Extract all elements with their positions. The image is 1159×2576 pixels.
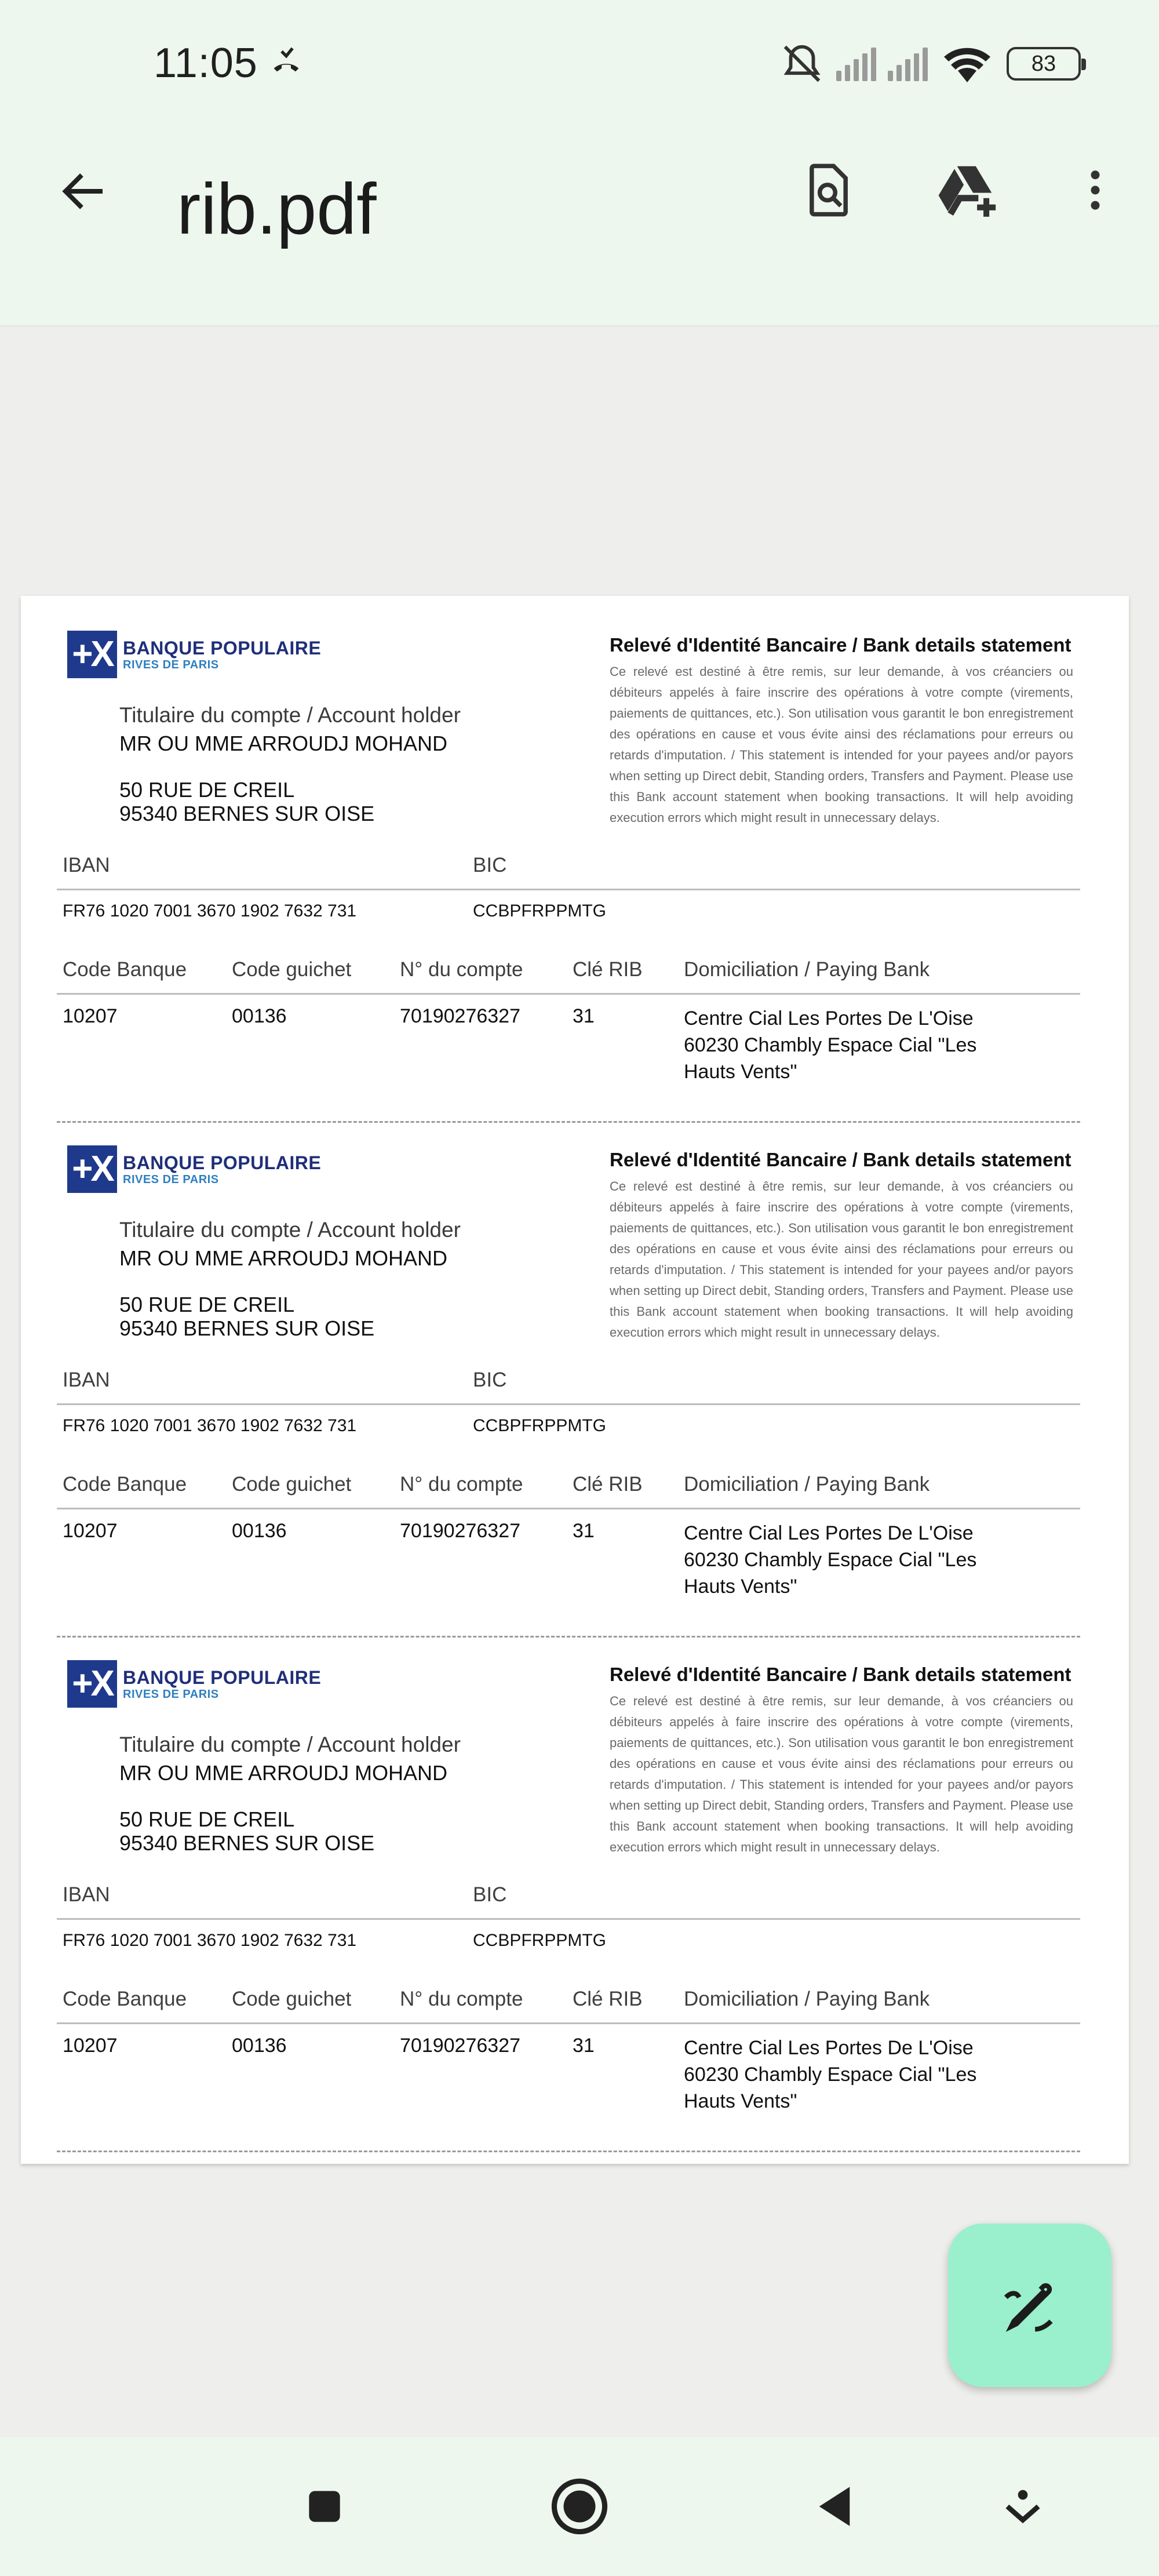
more-vert-icon bbox=[1069, 164, 1121, 216]
holder-label: Titulaire du compte / Account holder bbox=[119, 1218, 461, 1242]
divider bbox=[57, 1508, 1080, 1509]
col-code-banque: Code Banque bbox=[63, 1473, 187, 1496]
document-search-icon bbox=[800, 161, 858, 219]
rib-block bbox=[21, 1625, 1129, 2140]
divider bbox=[57, 1403, 1080, 1405]
drive-add-icon bbox=[936, 158, 1000, 222]
divider bbox=[57, 2022, 1080, 2024]
numero-compte-value: 70190276327 bbox=[400, 1005, 521, 1027]
bic-value: CCBPFRPPMTG bbox=[473, 1416, 607, 1435]
col-cle-rib: Clé RIB bbox=[573, 958, 643, 981]
address-line-2: 95340 BERNES SUR OISE bbox=[119, 1316, 375, 1340]
holder-name: MR OU MME ARROUDJ MOHAND bbox=[119, 1761, 447, 1785]
back-button[interactable] bbox=[52, 159, 116, 223]
col-cle-rib: Clé RIB bbox=[573, 1473, 643, 1496]
status-time: 11:05 bbox=[154, 40, 258, 86]
col-code-guichet: Code guichet bbox=[232, 958, 352, 981]
col-code-banque: Code Banque bbox=[63, 958, 187, 981]
holder-label: Titulaire du compte / Account holder bbox=[119, 1733, 461, 1756]
mute-bell-icon bbox=[779, 41, 825, 86]
save-to-drive-button[interactable] bbox=[933, 155, 1003, 225]
gesture-button[interactable] bbox=[985, 2469, 1060, 2544]
edit-pen-icon bbox=[998, 2273, 1062, 2337]
iban-value: FR76 1020 7001 3670 1902 7632 731 bbox=[63, 1416, 357, 1435]
col-cle-rib: Clé RIB bbox=[573, 1988, 643, 2010]
iban-label: IBAN bbox=[63, 1369, 110, 1391]
paying-bank-line: 60230 Chambly Espace Cial "Les bbox=[684, 1034, 977, 1056]
col-code-guichet: Code guichet bbox=[232, 1988, 352, 2010]
home-button[interactable] bbox=[542, 2469, 617, 2544]
col-paying-bank: Domiciliation / Paying Bank bbox=[684, 958, 930, 981]
col-paying-bank: Domiciliation / Paying Bank bbox=[684, 1988, 930, 2010]
paying-bank-line: Centre Cial Les Portes De L'Oise bbox=[684, 1522, 974, 1544]
iban-label: IBAN bbox=[63, 1883, 110, 1906]
bic-label: BIC bbox=[473, 854, 507, 876]
paying-bank-line: 60230 Chambly Espace Cial "Les bbox=[684, 1549, 977, 1571]
code-banque-value: 10207 bbox=[63, 1005, 118, 1027]
bank-name: BANQUE POPULAIRE bbox=[123, 1667, 322, 1688]
divider bbox=[57, 993, 1080, 995]
divider bbox=[57, 1918, 1080, 1920]
more-options-button[interactable] bbox=[1060, 155, 1130, 225]
statement-text: Ce relevé est destiné à être remis, sur leur demande, à vos créanciers ou débiteurs appelés à faire inscrire des opérations à votre compte (virements, paiements de quittances, etc.). Son utilisation vous garantit le bon enregistrement des opérations en cause et vous évite ainsi des réclamations pour erreurs ou retards d'imputation. / This statement is intended for your payees and/or payors when setting up Direct debit, Standing orders, Transfers and Payment. Please use this Bank account statement when booking transactions. It will help avoiding execution errors which might result in unnecessary delays. bbox=[610, 1694, 1073, 1854]
system-nav-bar bbox=[0, 2437, 1159, 2576]
battery-level: 83 bbox=[1031, 51, 1056, 76]
bank-subtitle: RIVES DE PARIS bbox=[123, 1173, 219, 1186]
paying-bank-address bbox=[684, 1520, 976, 1600]
col-numero-compte: N° du compte bbox=[400, 1988, 523, 2010]
bic-value: CCBPFRPPMTG bbox=[473, 901, 607, 920]
divider bbox=[57, 889, 1080, 890]
numero-compte-value: 70190276327 bbox=[400, 1520, 521, 1542]
statement-title: Relevé d'Identité Bancaire / Bank details statement bbox=[610, 1664, 1071, 1685]
signal-1-icon bbox=[836, 46, 876, 81]
code-banque-value: 10207 bbox=[63, 1520, 118, 1542]
bank-subtitle: RIVES DE PARIS bbox=[123, 1687, 219, 1701]
page-title: rib.pdf bbox=[177, 169, 377, 249]
paying-bank-line: Centre Cial Les Portes De L'Oise bbox=[684, 2037, 974, 2059]
col-code-banque: Code Banque bbox=[63, 1988, 187, 2010]
address-line-2: 95340 BERNES SUR OISE bbox=[119, 802, 375, 825]
cle-rib-value: 31 bbox=[573, 1520, 595, 1542]
bank-logo bbox=[67, 631, 321, 678]
rib-block bbox=[21, 596, 1129, 1111]
paying-bank-line: Hauts Vents" bbox=[684, 1061, 797, 1083]
download-gesture-icon bbox=[1000, 2483, 1046, 2530]
paying-bank-line: Hauts Vents" bbox=[684, 1576, 797, 1598]
numero-compte-value: 70190276327 bbox=[400, 2035, 521, 2057]
address-line-2: 95340 BERNES SUR OISE bbox=[119, 1831, 375, 1855]
code-guichet-value: 00136 bbox=[232, 1005, 287, 1027]
paying-bank-address bbox=[684, 1005, 976, 1085]
logo-mark: +X bbox=[67, 1660, 117, 1708]
recents-button[interactable] bbox=[287, 2469, 362, 2544]
wifi-icon bbox=[939, 43, 995, 85]
pdf-page[interactable] bbox=[21, 596, 1129, 2164]
logo-mark: +X bbox=[67, 1145, 117, 1193]
status-icons bbox=[779, 41, 1081, 87]
back-triangle-icon bbox=[808, 2480, 861, 2533]
code-banque-value: 10207 bbox=[63, 2035, 118, 2057]
iban-label: IBAN bbox=[63, 854, 110, 876]
bank-subtitle: RIVES DE PARIS bbox=[123, 658, 219, 671]
signal-2-icon bbox=[888, 46, 928, 81]
bank-name: BANQUE POPULAIRE bbox=[123, 637, 322, 658]
logo-mark: +X bbox=[67, 631, 117, 678]
bank-name: BANQUE POPULAIRE bbox=[123, 1152, 322, 1173]
bank-logo bbox=[67, 1660, 321, 1708]
statement-title: Relevé d'Identité Bancaire / Bank details statement bbox=[610, 634, 1071, 656]
bic-label: BIC bbox=[473, 1369, 507, 1391]
edit-fab-button[interactable] bbox=[948, 2224, 1111, 2387]
code-guichet-value: 00136 bbox=[232, 2035, 287, 2057]
address-line-1: 50 RUE DE CREIL bbox=[119, 1293, 295, 1316]
holder-label: Titulaire du compte / Account holder bbox=[119, 703, 461, 727]
holder-name: MR OU MME ARROUDJ MOHAND bbox=[119, 1246, 447, 1270]
missed-call-icon bbox=[268, 45, 305, 82]
paying-bank-line: Hauts Vents" bbox=[684, 2090, 797, 2112]
code-guichet-value: 00136 bbox=[232, 1520, 287, 1542]
search-in-document-button[interactable] bbox=[794, 155, 863, 225]
col-numero-compte: N° du compte bbox=[400, 958, 523, 981]
rib-block bbox=[21, 1111, 1129, 1625]
statement-text: Ce relevé est destiné à être remis, sur leur demande, à vos créanciers ou débiteurs appelés à faire inscrire des opérations à votre compte (virements, paiements de quittances, etc.). Son utilisation vous garantit le bon enregistrement des opérations en cause et vous évite ainsi des réclamations pour erreurs ou retards d'imputation. / This statement is intended for your payees and/or payors when setting up Direct debit, Standing orders, Transfers and Payment. Please use this Bank account statement when booking transactions. It will help avoiding execution errors which might result in unnecessary delays. bbox=[610, 1179, 1073, 1340]
square-stop-icon bbox=[301, 2483, 348, 2530]
cut-line bbox=[57, 2151, 1080, 2152]
address-line-1: 50 RUE DE CREIL bbox=[119, 1807, 295, 1831]
paying-bank-line: Centre Cial Les Portes De L'Oise bbox=[684, 1007, 974, 1029]
cle-rib-value: 31 bbox=[573, 2035, 595, 2057]
statement-text: Ce relevé est destiné à être remis, sur leur demande, à vos créanciers ou débiteurs appelés à faire inscrire des opérations à votre compte (virements, paiements de quittances, etc.). Son utilisation vous garantit le bon enregistrement des opérations en cause et vous évite ainsi des réclamations pour erreurs ou retards d'imputation. / This statement is intended for your payees and/or payors when setting up Direct debit, Standing orders, Transfers and Payment. Please use this Bank account statement when booking transactions. It will help avoiding execution errors which might result in unnecessary delays. bbox=[610, 664, 1073, 825]
home-circle-icon bbox=[548, 2475, 611, 2538]
col-paying-bank: Domiciliation / Paying Bank bbox=[684, 1473, 930, 1496]
col-code-guichet: Code guichet bbox=[232, 1473, 352, 1496]
bic-label: BIC bbox=[473, 1883, 507, 1906]
back-nav-button[interactable] bbox=[797, 2469, 872, 2544]
address-line-1: 50 RUE DE CREIL bbox=[119, 778, 295, 802]
paying-bank-address bbox=[684, 2035, 976, 2115]
iban-value: FR76 1020 7001 3670 1902 7632 731 bbox=[63, 901, 357, 920]
battery-indicator bbox=[1007, 47, 1081, 81]
holder-name: MR OU MME ARROUDJ MOHAND bbox=[119, 732, 447, 755]
arrow-left-icon bbox=[56, 163, 112, 219]
statement-title: Relevé d'Identité Bancaire / Bank details statement bbox=[610, 1149, 1071, 1170]
app-header bbox=[0, 0, 1159, 326]
paying-bank-line: 60230 Chambly Espace Cial "Les bbox=[684, 2064, 977, 2086]
iban-value: FR76 1020 7001 3670 1902 7632 731 bbox=[63, 1931, 357, 1950]
cle-rib-value: 31 bbox=[573, 1005, 595, 1027]
bank-logo bbox=[67, 1145, 321, 1193]
bic-value: CCBPFRPPMTG bbox=[473, 1931, 607, 1950]
col-numero-compte: N° du compte bbox=[400, 1473, 523, 1496]
